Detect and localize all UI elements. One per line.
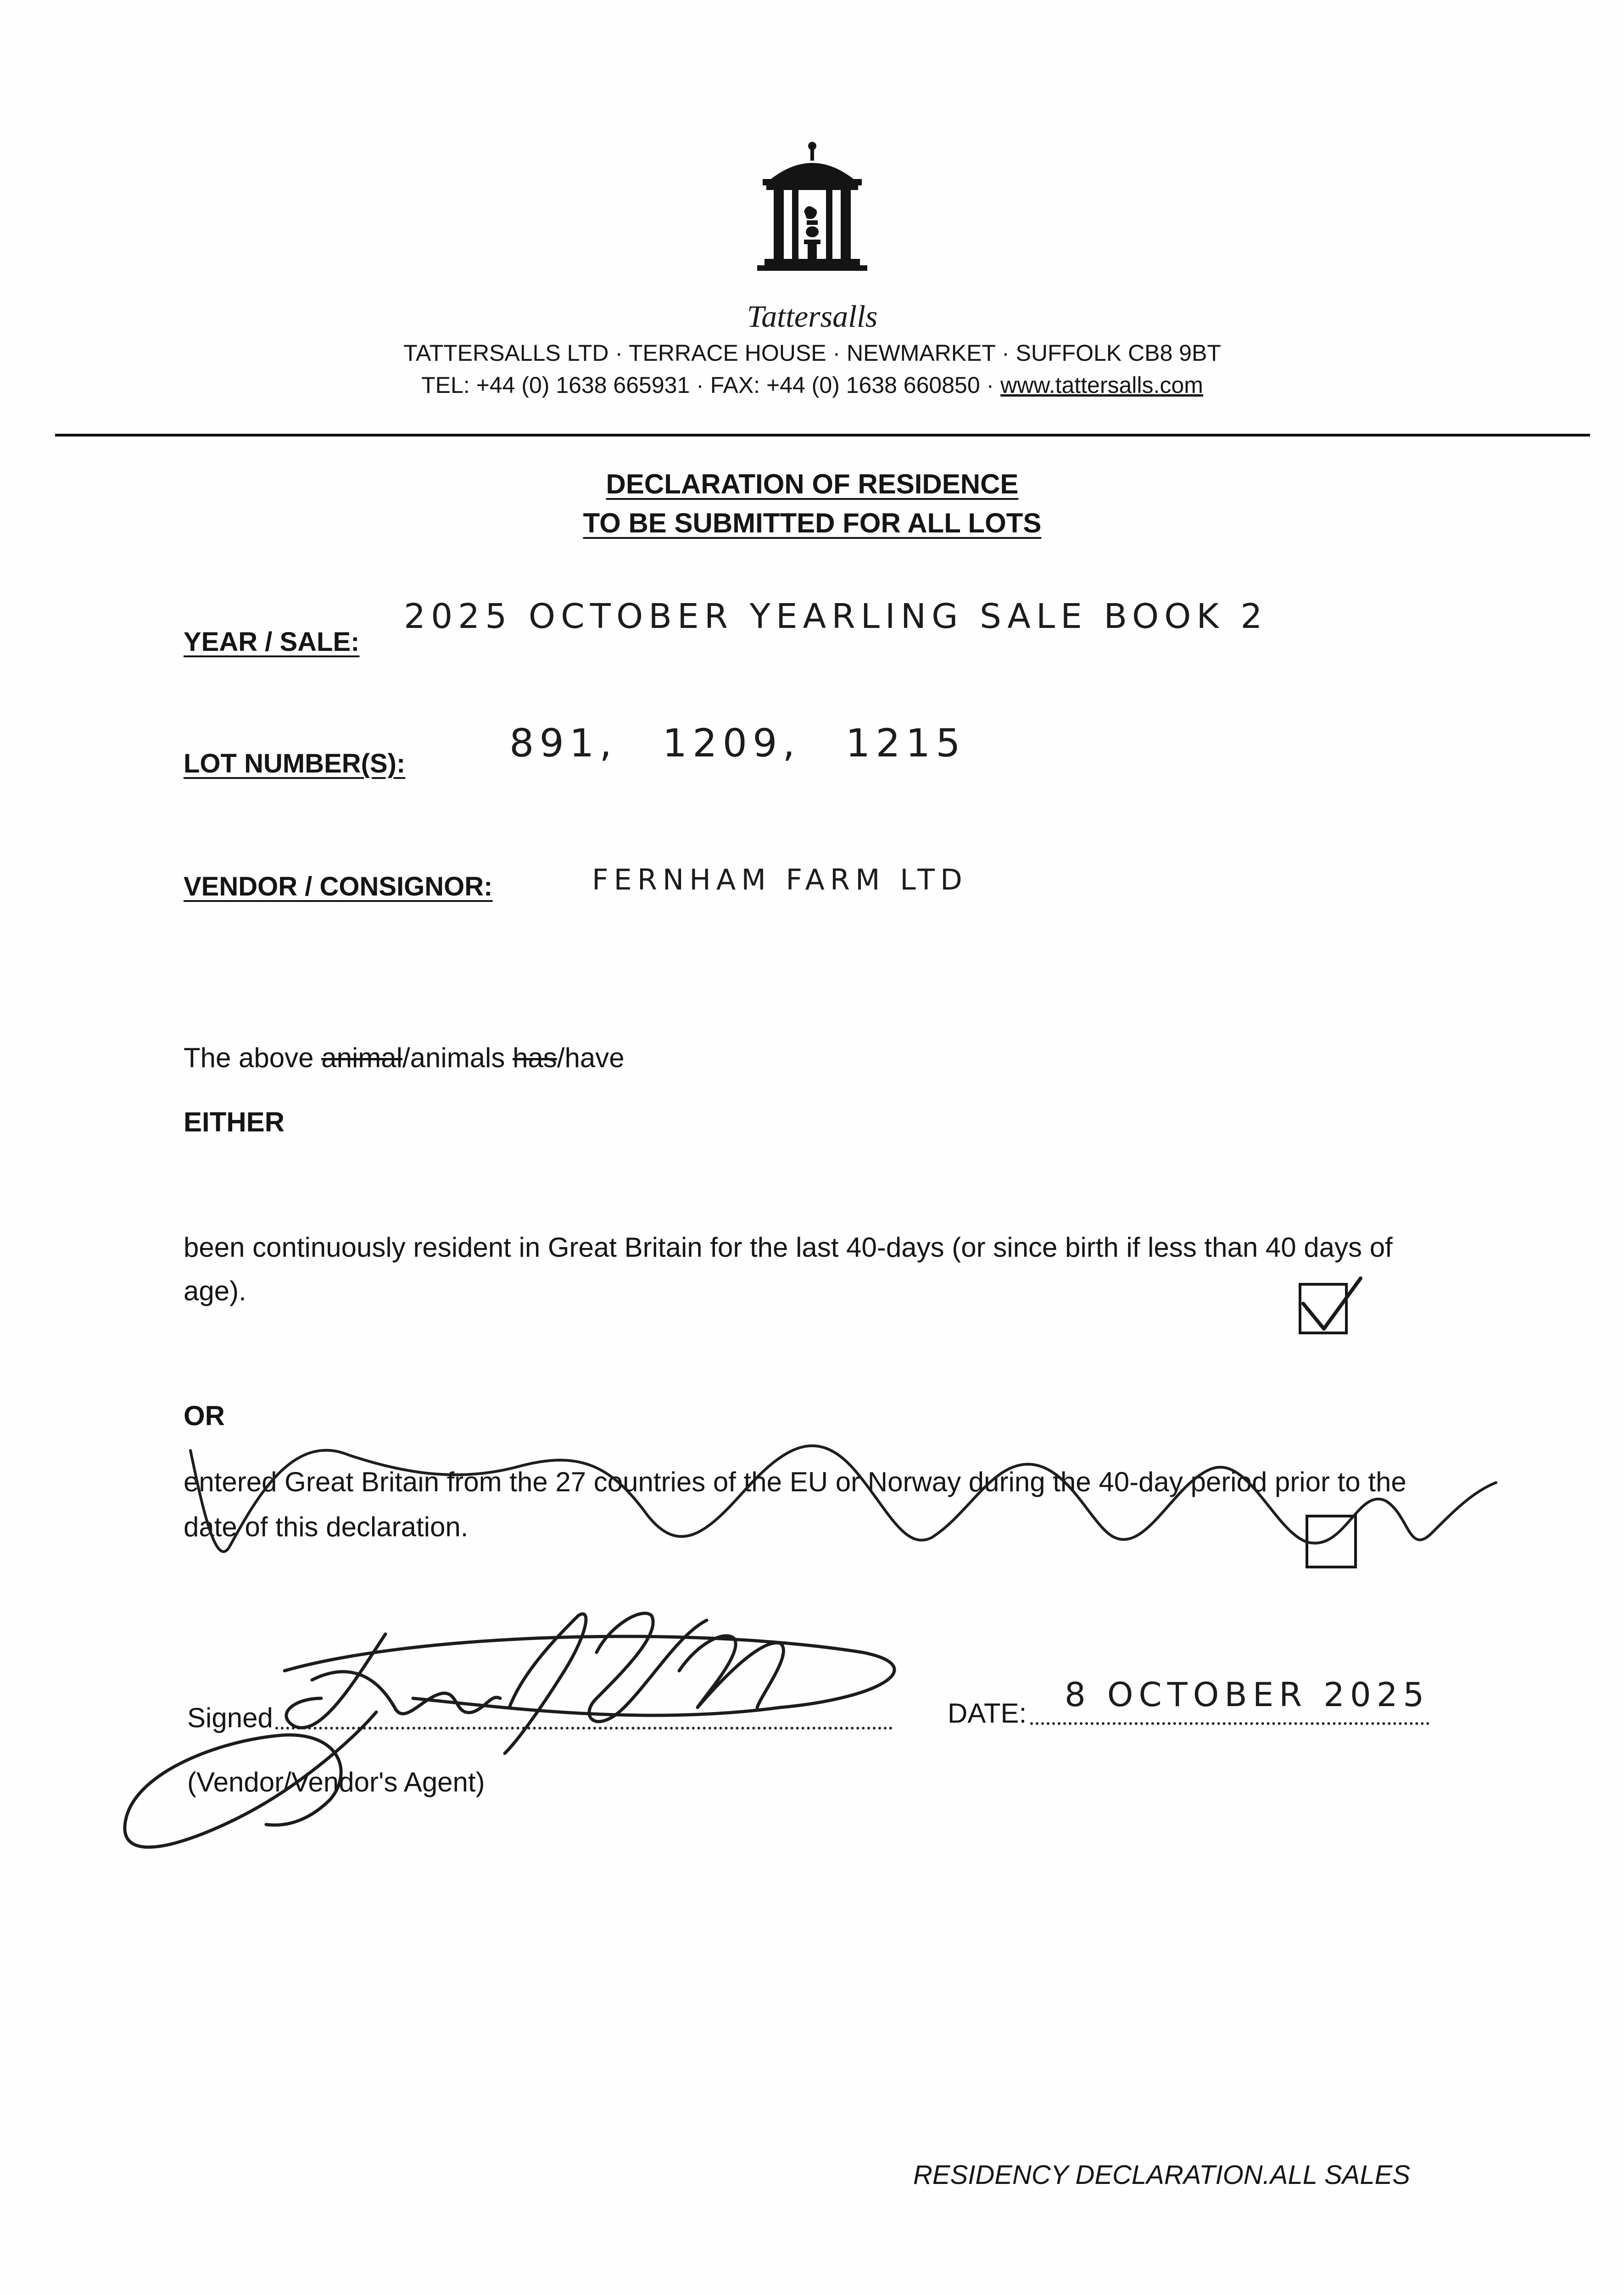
either-heading: EITHER [184,1107,285,1137]
struck-word-animal: animal [321,1042,402,1073]
form-footer: RESIDENCY DECLARATION.ALL SALES [913,2160,1411,2190]
page-title: DECLARATION OF RESIDENCE [606,469,1019,499]
intro-mid: /animals [402,1042,513,1073]
date-value[interactable]: 8 OCTOBER 2025 [1065,1675,1430,1714]
signed-label: Signed [187,1702,273,1733]
lot-numbers-value[interactable]: 891, 1209, 1215 [509,721,966,766]
signature-line[interactable] [275,1727,893,1730]
header-divider [55,434,1590,437]
contact-numbers: TEL: +44 (0) 1638 665931 · FAX: +44 (0) 1638 660850 · [421,372,1001,398]
year-sale-label: YEAR / SALE: [184,627,360,657]
intro-suffix: /have [557,1042,625,1073]
option-resident-checkbox[interactable] [1299,1283,1348,1334]
or-heading: OR [184,1400,225,1431]
tattersalls-logo-icon [753,138,872,294]
option-entered-text: entered Great Britain from the 27 countries of the EU or Norway during the 40-day period prior to the date of this declaration. [184,1467,1406,1542]
statement-intro [184,1042,625,1074]
date-line [1030,1722,1429,1725]
option-resident-text: been continuously resident in Great Britain for the last 40-days (or since birth if less than 40 days of age). [184,1232,1393,1306]
company-contact [262,372,1363,398]
brand-name: Tattersalls [747,299,878,334]
company-address: TATTERSALLS LTD · TERRACE HOUSE · NEWMARKET · SUFFOLK CB8 9BT [403,340,1221,366]
page-subtitle: TO BE SUBMITTED FOR ALL LOTS [583,508,1042,538]
option-entered-checkbox[interactable] [1306,1515,1357,1568]
struck-word-has: has [513,1042,557,1073]
signer-role-label: (Vendor/Vendor's Agent) [187,1767,485,1797]
year-sale-value[interactable]: 2025 OCTOBER YEARLING SALE BOOK 2 [404,597,1268,636]
lot-numbers-label: LOT NUMBER(S): [184,749,406,778]
intro-prefix: The above [184,1042,322,1073]
website-link[interactable]: www.tattersalls.com [1000,372,1203,398]
date-label: DATE: [948,1698,1027,1729]
vendor-value[interactable]: FERNHAM FARM LTD [592,863,968,896]
vendor-label: VENDOR / CONSIGNOR: [184,872,493,901]
